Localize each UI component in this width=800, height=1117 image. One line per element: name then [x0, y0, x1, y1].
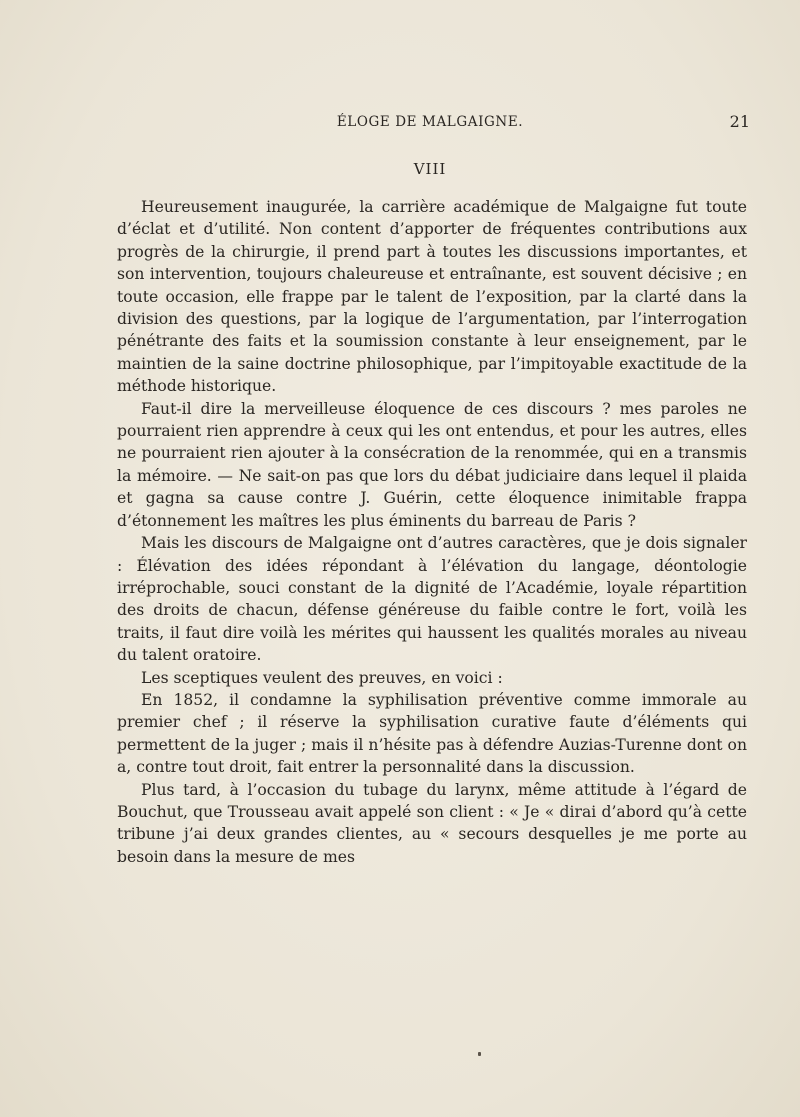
running-header	[110, 114, 750, 136]
running-title: ÉLOGE DE MALGAIGNE.	[336, 114, 524, 130]
section-number: VIII	[413, 160, 447, 178]
paragraph: Plus tard, à l’occasion du tubage du larynx, même attitude à l’égard de Bouchut, que Trousseau avait appelé son client : « Je « dirai d’abord qu’à cette tribune j’ai deux grandes clientes, au « secours desquelles je me porte au besoin dans la mesure de mes	[117, 780, 747, 866]
page-number: 21	[729, 112, 750, 131]
paragraph: Mais les discours de Malgaigne ont d’autres caractères, que je dois signaler : Élévation des idées répondant à l’élévation du langage, déontologie irréprochable, souci constant de la dignité de l’Académie, loyale répartition des droits de chacun, défense généreuse du faible contre le fort, voilà les traits, il faut dire voilà les mérites qui haussent les qualités morales au niveau du talent oratoire.	[117, 534, 747, 665]
ink-speck	[478, 1052, 481, 1056]
body-text	[117, 196, 747, 868]
paragraph: Faut-il dire la merveilleuse éloquence de ces discours ? mes paroles ne pourraient rien apprendre à ceux qui les ont entendus, et pour les autres, elles ne pourraient rien ajouter à la consécration de la renommée, qui en a transmis la mémoire. — Ne sait-on pas que lors du débat judiciaire dans lequel il plaida et gagna sa cause contre J. Guérin, cette éloquence inimitable frappa d’étonnement les maîtres les plus éminents du barreau de Paris ?	[117, 399, 747, 530]
paragraph: En 1852, il condamne la syphilisation préventive comme immorale au premier chef ; il réserve la syphilisation curative faute d’éléments qui permettent de la juger ; mais il n’hésite pas à défendre Auzias-Turenne dont on a, contre tout droit, fait entrer la personnalité dans la discussion.	[117, 690, 747, 777]
paragraph: Heureusement inaugurée, la carrière académique de Malgaigne fut toute d’éclat et d’utilité. Non content d’apporter de fréquentes contributions aux progrès de la chirurgie, il prend part à toutes les discussions importantes, et son intervention, toujours chaleureuse et entraînante, est souvent décisive ; en toute occasion, elle frappe par le talent de l’exposition, par la clarté dans la division des questions, par la logique de l’argumentation, par l’interrogation pénétrante des faits et la soumission constante à leur enseignement, par le maintien de la saine doctrine philosophique, par l’impitoyable exactitude de la méthode historique.	[117, 198, 747, 396]
paragraph: Les sceptiques veulent des preuves, en voici :	[141, 668, 503, 687]
